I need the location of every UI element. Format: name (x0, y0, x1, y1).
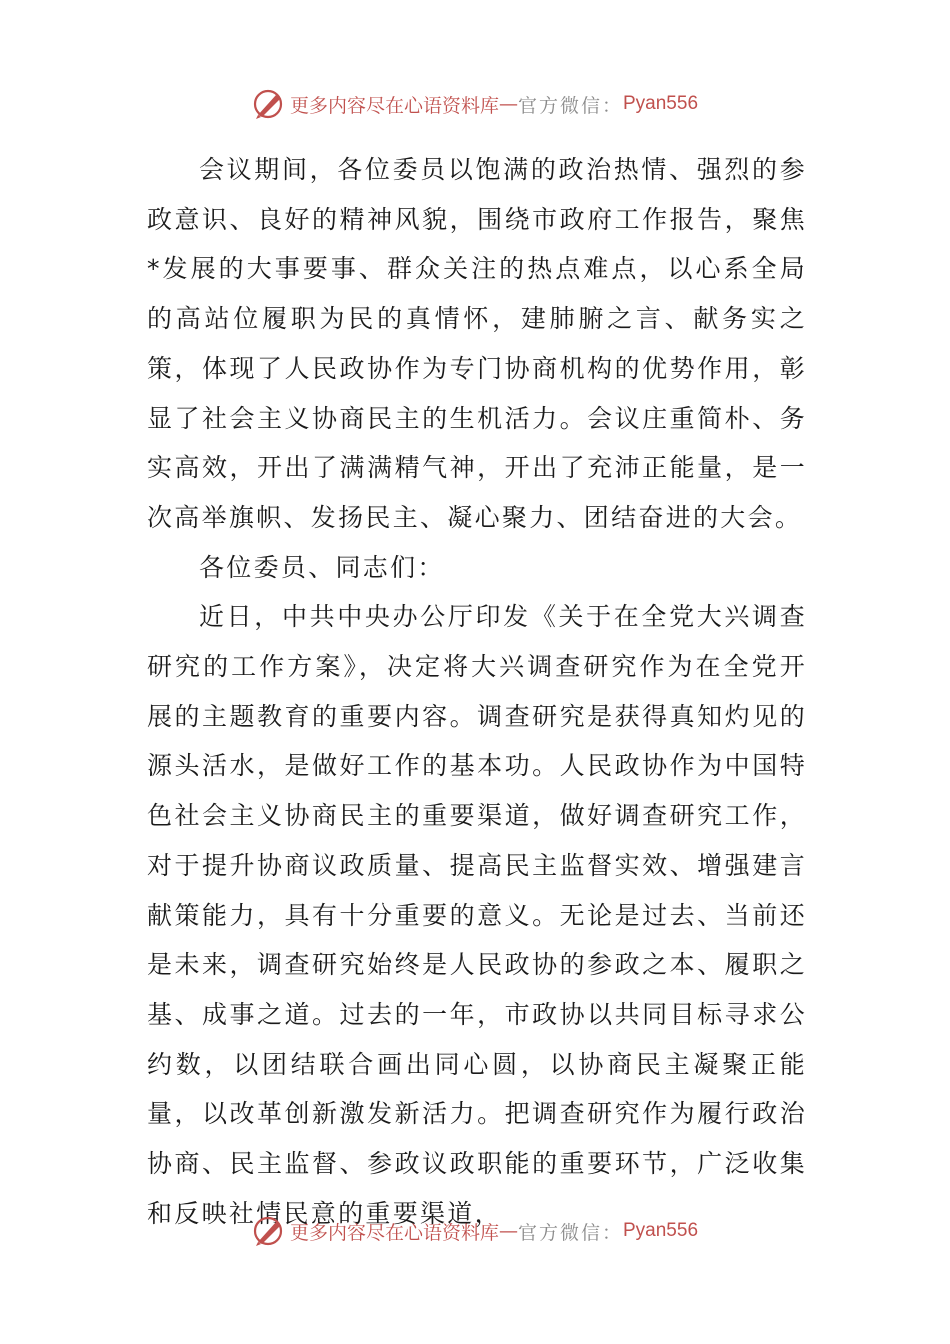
dash-separator: — (498, 1220, 518, 1242)
brand-text: 更多内容尽在心语资料库 (289, 94, 499, 117)
wechat-label: 官方微信： (517, 94, 623, 117)
wechat-label: 官方微信： (517, 1221, 623, 1244)
pen-logo-icon (252, 1214, 286, 1248)
footer-banner (0, 1211, 950, 1251)
paragraph: 各位委员、同志们： (199, 552, 445, 582)
paragraph: 近日，中共中央办公厅印发《关于在全党大兴调查研究的工作方案》，决定将大兴调查研究作为在全党开展的主题教育的重要内容。调查研究是获得真知灼见的源头活水，是做好工作的基本功。人民政协作为中国特色社会主义协商民主的重要渠道，做好调查研究工作，对于提升协商议政质量、提高民主监督实效、增强建言献策能力，具有十分重要的意义。无论是过去、当前还是未来，调查研究始终是人民政协的参政之本、履职之基、成事之道。过去的一年，市政协以共同目标寻求公约数，以团结联合画出同心圆，以协商民主凝聚正能量，以改革创新激发新活力。把调查研究作为履行政治协商、民主监督、参政议政职能的重要环节，广泛收集和反映社情民意的重要渠道， (147, 602, 807, 1228)
paragraph: 会议期间，各位委员以饱满的政治热情、强烈的参政意识、良好的精神风貌，围绕市政府工作报告，聚焦*发展的大事要事、群众关注的热点难点，以心系全局的高站位履职为民的真情怀，建肺腑之言、献务实之策，体现了人民政协作为专门协商机构的优势作用，彰显了社会主义协商民主的生机活力。会议庄重简朴、务实高效，开出了满满精气神，开出了充沛正能量，是一次高举旗帜、发扬民主、凝心聚力、团结奋进的大会。 (147, 155, 807, 532)
pen-logo-icon (252, 87, 286, 121)
brand-text: 更多内容尽在心语资料库 (289, 1221, 499, 1244)
wechat-id: Pyan556 (623, 93, 699, 114)
wechat-id: Pyan556 (623, 1220, 699, 1241)
header-banner (0, 84, 950, 124)
document-body (147, 145, 807, 1238)
dash-separator: — (498, 93, 518, 115)
